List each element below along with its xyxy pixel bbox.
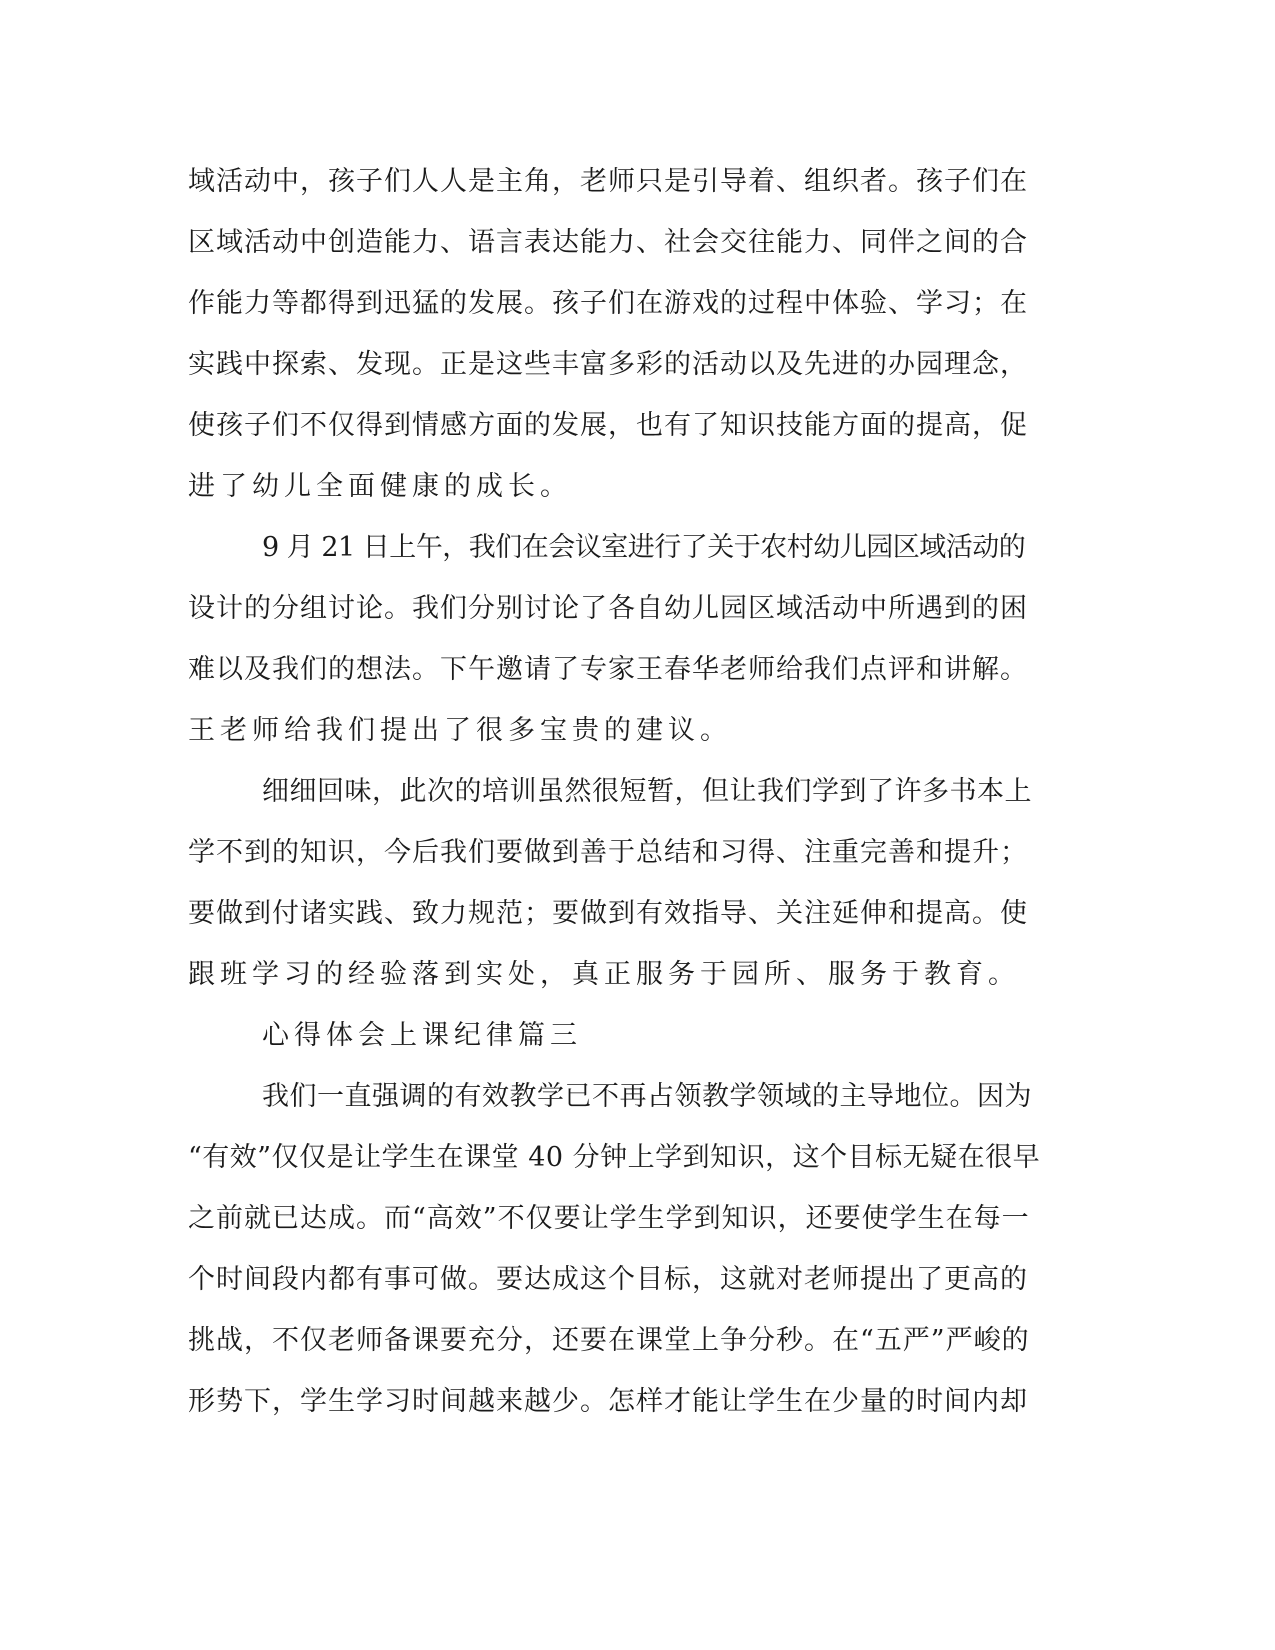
text-line: 学不到的知识，今后我们要做到善于总结和习得、注重完善和提升； xyxy=(188,837,1028,868)
text-line: 设计的分组讨论。我们分别讨论了各自幼儿园区域活动中所遇到的困 xyxy=(188,593,1028,624)
text-line: 要做到付诸实践、致力规范；要做到有效指导、关注延伸和提高。使 xyxy=(188,898,1028,929)
text-line: 挑战，不仅老师备课要充分，还要在课堂上争分秒。在“五严”严峻的 xyxy=(188,1325,1030,1356)
text-line: 个时间段内都有事可做。要达成这个目标，这就对老师提出了更高的 xyxy=(188,1264,1028,1295)
text-line: 形势下，学生学习时间越来越少。怎样才能让学生在少量的时间内却 xyxy=(188,1386,1028,1417)
text-line: “有效”仅仅是让学生在课堂 40 分钟上学到知识，这个目标无疑在很早 xyxy=(188,1142,1041,1173)
text-line: 跟班学习的经验落到实处，真正服务于园所、服务于教育。 xyxy=(188,959,1020,990)
text-line: 之前就已达成。而“高效”不仅要让学生学到知识，还要使学生在每一 xyxy=(188,1203,1030,1234)
text-line: 细细回味，此次的培训虽然很短暂，但让我们学到了许多书本上 xyxy=(262,776,1032,807)
text-line: 王老师给我们提出了很多宝贵的建议。 xyxy=(188,715,732,746)
text-line: 我们一直强调的有效教学已不再占领教学领域的主导地位。因为 xyxy=(262,1081,1032,1112)
text-line: 作能力等都得到迅猛的发展。孩子们在游戏的过程中体验、学习；在 xyxy=(188,288,1028,319)
section-heading: 心得体会上课纪律篇三 xyxy=(262,1020,582,1051)
text-line: 使孩子们不仅得到情感方面的发展，也有了知识技能方面的提高，促 xyxy=(188,410,1028,441)
text-line: 难以及我们的想法。下午邀请了专家王春华老师给我们点评和讲解。 xyxy=(188,654,1028,685)
text-line: 区域活动中创造能力、语言表达能力、社会交往能力、同伴之间的合 xyxy=(188,227,1028,258)
text-line: 域活动中，孩子们人人是主角，老师只是引导着、组织者。孩子们在 xyxy=(188,166,1028,197)
text-line: 进了幼儿全面健康的成长。 xyxy=(188,471,572,502)
text-line: 9 月 21 日上午，我们在会议室进行了关于农村幼儿园区域活动的 xyxy=(262,532,1026,563)
text-line: 实践中探索、发现。正是这些丰富多彩的活动以及先进的办园理念， xyxy=(188,349,1028,380)
